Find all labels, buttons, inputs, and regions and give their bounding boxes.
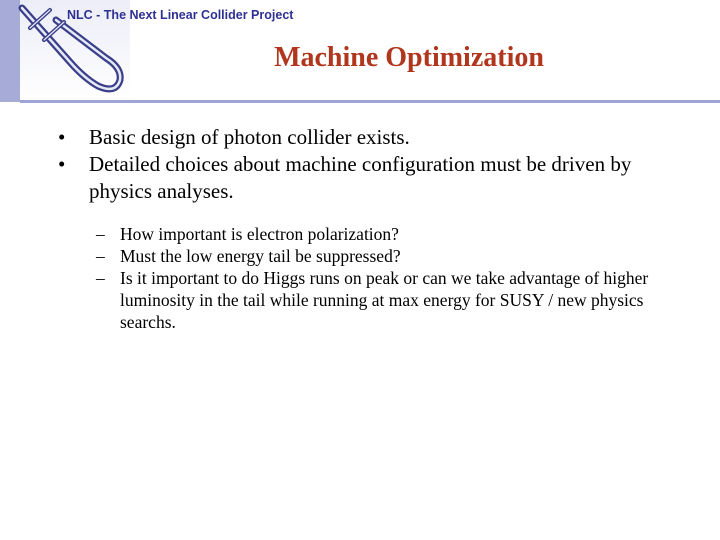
sub-bullet-item	[96, 267, 696, 333]
sub-bullet-text: How important is electron polarization?	[120, 224, 399, 244]
sub-bullet-item	[96, 223, 696, 245]
bullet-item	[58, 124, 698, 151]
bullet-list	[58, 124, 698, 205]
bullet-marker: •	[58, 152, 66, 176]
sub-bullet-list	[96, 223, 696, 333]
bullet-text: Detailed choices about machine configuration must be driven by physics analyses.	[89, 152, 632, 203]
bullet-marker: •	[58, 125, 66, 149]
sub-bullet-text: Must the low energy tail be suppressed?	[120, 246, 401, 266]
bullet-item	[58, 151, 698, 205]
sub-bullet-marker: –	[96, 268, 105, 288]
bullet-text: Basic design of photon collider exists.	[89, 125, 410, 149]
header-divider	[20, 100, 720, 103]
slide-title: Machine Optimization	[274, 42, 544, 73]
sub-bullet-item	[96, 245, 696, 267]
sub-bullet-marker: –	[96, 246, 105, 266]
project-title: NLC - The Next Linear Collider Project	[67, 8, 294, 22]
sub-bullet-marker: –	[96, 224, 105, 244]
sub-bullet-text: Is it important to do Higgs runs on peak or can we take advantage of higher luminosity in the tail while running at max energy for SUSY / new physics searchs.	[120, 268, 649, 332]
